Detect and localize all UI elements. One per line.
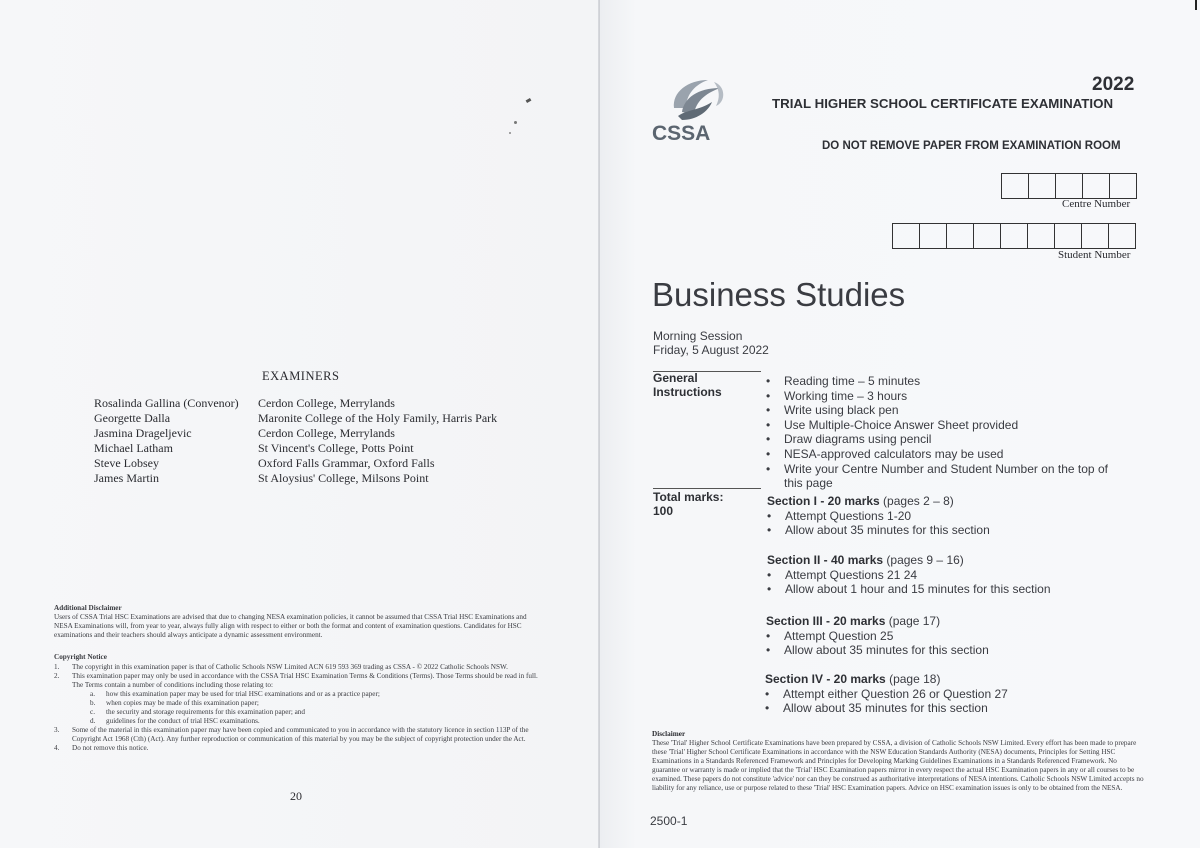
examiner-name: Rosalinda Gallina (Convenor)	[94, 396, 239, 410]
examiner-school: Maronite College of the Holy Family, Harris Park	[258, 411, 498, 425]
item-text: Use Multiple-Choice Answer Sheet provided	[784, 417, 1019, 432]
session-name: Morning Session	[653, 329, 743, 343]
examiner-school: Cerdon College, Merrylands	[258, 396, 395, 410]
list-item: • Draw diagrams using pencil	[766, 432, 932, 447]
section-block	[766, 614, 989, 658]
examiner-name: Georgette Dalla	[94, 411, 171, 425]
item-text: NESA-approved calculators may be used	[784, 446, 1004, 461]
general-instructions-label	[653, 372, 722, 399]
ink-mark	[509, 132, 511, 134]
digit-box[interactable]	[1029, 174, 1056, 198]
examiner-school: Oxford Falls Grammar, Oxford Falls	[258, 456, 435, 470]
item-text: Allow about 1 hour and 15 minutes for this section	[785, 582, 1051, 597]
do-not-remove-notice: DO NOT REMOVE PAPER FROM EXAMINATION ROOM	[822, 140, 1121, 152]
item-text: Reading time – 5 minutes	[784, 374, 921, 388]
item-number: 1.	[54, 663, 60, 671]
list-item: • Write your Centre Number and Student Number on the top of this page	[766, 462, 1126, 491]
item-number: 4.	[54, 744, 60, 752]
item-text: Write your Centre Number and Student Number on the top of this page	[784, 461, 1108, 491]
digit-box[interactable]	[1083, 174, 1110, 198]
digit-box[interactable]	[1055, 224, 1082, 248]
subitem-letter: d.	[90, 717, 96, 725]
section-pages: (page 17)	[885, 614, 941, 628]
additional-disclaimer-title: Additional Disclaimer	[54, 604, 122, 612]
examiner-school: Cerdon College, Merrylands	[258, 426, 395, 440]
examiner-name: Michael Latham	[94, 441, 173, 455]
list-item: • Attempt Question 25	[766, 628, 894, 643]
label-line: General	[653, 371, 698, 385]
item-text: Some of the material in this examination paper may have been copied and communicated to you in accordance with the statutory licence in section 113P of the Copyright Act 1968 (Cth) (Act). Any further reproduction or communication of this material by you may be the subject of copyright protection under the Act.	[72, 726, 529, 743]
paper-code: 2500-1	[650, 814, 688, 828]
subitem-text: guidelines for the conduct of trial HSC examinations.	[106, 717, 260, 725]
centre-number-field[interactable]	[1001, 173, 1137, 199]
list-item: • Allow about 35 minutes for this section	[765, 701, 988, 716]
subitem-letter: c.	[90, 708, 95, 716]
examiner-name: Steve Lobsey	[94, 456, 159, 470]
section-heading	[767, 494, 990, 509]
item-text: Write using black pen	[784, 403, 899, 418]
item-number: 2.	[54, 672, 60, 680]
item-text: Working time – 3 hours	[784, 388, 908, 403]
examiner-names	[94, 396, 239, 486]
logo-text: CSSA	[652, 122, 711, 144]
digit-box[interactable]	[1109, 224, 1135, 248]
list-item: • Working time – 3 hours	[766, 388, 908, 403]
total-marks-label: Total marks:	[653, 490, 724, 504]
ink-mark	[526, 98, 532, 103]
section-heading	[766, 614, 989, 629]
item-text: Draw diagrams using pencil	[784, 432, 932, 447]
subitem-letter: b.	[90, 699, 96, 707]
divider	[653, 488, 761, 489]
list-item: • NESA-approved calculators may be used	[766, 446, 1004, 461]
section-title: Section II - 40 marks	[767, 553, 884, 567]
list-item: • Attempt Questions 1-20	[767, 508, 912, 523]
list-item: • Allow about 1 hour and 15 minutes for this section	[767, 582, 1051, 597]
list-item: • Allow about 35 minutes for this section	[766, 643, 989, 658]
digit-box[interactable]	[947, 224, 974, 248]
general-instructions-list	[766, 374, 1126, 491]
label-line: Instructions	[653, 384, 722, 399]
copyright-subitem	[54, 717, 544, 726]
list-item: • Attempt Questions 21 24	[767, 567, 918, 582]
section-block	[767, 494, 990, 538]
section-title: Section I - 20 marks	[767, 494, 880, 508]
digit-box[interactable]	[1110, 174, 1136, 198]
session-info	[653, 329, 769, 357]
total-marks-value: 100	[653, 504, 674, 518]
additional-disclaimer-text: Users of CSSA Trial HSC Examinations are advised that due to changing NESA examination policies, it cannot be assumed that CSSA Trial HSC Examinations and NESA Examinations will, from year to year, always fully align with respect to either or both the format and content of examination questions. Candidates for HSC examinations and their teachers should always anticipate a dynamic assessment environment.	[54, 613, 527, 639]
copyright-subitem	[54, 708, 544, 717]
disclaimer-text: These 'Trial' Higher School Certificate Examinations have been prepared by CSSA, a division of Catholic Schools NSW Limited. Every effort has been made to prepare these 'Trial' Higher School Certificate Examinations in accordance with the NSW Education Standards Authority (NESA) documents, Principles for Setting HSC Examinations in a Standards Referenced Framework and Principles for Developing Marking Guidelines Examinations in a Standards Referenced Framework. No guarantee or warranty is made or implied that the 'Trial' HSC Examination papers mirror in every respect the actual HSC Examination papers in any or all courses to be examined. These papers do not constitute 'advice' nor can they be construed as authoritative interpretations of NESA intentions. Catholic Schools NSW Limited accepts no liability for any reliance, use or purpose related to these 'Trial' HSC Examination papers. Advice on HSC examination issues is only to be obtained from the NESA.	[652, 739, 1144, 792]
copyright-subitem	[54, 699, 544, 708]
section-pages: (pages 2 – 8)	[879, 494, 954, 508]
centre-number-label: Centre Number	[1062, 198, 1131, 210]
section-heading	[765, 672, 1008, 687]
list-item: • Use Multiple-Choice Answer Sheet provided	[766, 417, 1019, 432]
list-item: • Allow about 35 minutes for this section	[767, 523, 990, 538]
section-heading	[767, 553, 1051, 568]
copyright-item	[54, 744, 544, 753]
edge-mark	[1195, 0, 1197, 10]
exam-title: TRIAL HIGHER SCHOOL CERTIFICATE EXAMINATION	[772, 96, 1114, 111]
exam-date: Friday, 5 August 2022	[653, 343, 769, 357]
digit-box[interactable]	[1028, 224, 1055, 248]
digit-box[interactable]	[1001, 224, 1028, 248]
copyright-notice-list	[54, 663, 544, 753]
item-text: Attempt either Question 26 or Question 27	[783, 686, 1008, 701]
item-text: This examination paper may only be used in accordance with the CSSA Trial HSC Examination Terms & Conditions (Terms). Those Terms should be read in full. The Terms contain a number of conditions including those relating to:	[72, 672, 538, 689]
section-block	[765, 672, 1008, 716]
examiner-school: St Vincent's College, Potts Point	[258, 441, 414, 455]
item-text: Allow about 35 minutes for this section	[785, 523, 990, 538]
subitem-letter: a.	[90, 690, 95, 698]
item-text: Allow about 35 minutes for this section	[783, 701, 988, 716]
cssa-logo-icon	[652, 72, 732, 144]
digit-box[interactable]	[920, 224, 947, 248]
section-block	[767, 553, 1051, 597]
item-text: The copyright in this examination paper is that of Catholic Schools NSW Limited ACN 619 593 369 trading as CSSA - © 2022 Catholic Schools NSW.	[72, 663, 508, 671]
copyright-item	[54, 726, 544, 744]
copyright-subitem	[54, 690, 544, 699]
list-item: • Write using black pen	[766, 403, 899, 418]
ink-mark	[514, 121, 517, 124]
page-number: 20	[290, 789, 302, 803]
total-marks	[653, 490, 723, 518]
examiner-schools	[258, 396, 497, 486]
exam-year: 2022	[1092, 74, 1135, 95]
section-pages: (page 18)	[885, 672, 941, 686]
section-title: Section III - 20 marks	[766, 614, 886, 628]
item-number: 3.	[54, 726, 60, 734]
item-text: Attempt Questions 1-20	[785, 508, 912, 523]
copyright-item	[54, 672, 544, 690]
section-pages: (pages 9 – 16)	[883, 553, 964, 567]
digit-box[interactable]	[1082, 224, 1109, 248]
subitem-text: the security and storage requirements for this examination paper; and	[106, 708, 305, 716]
examiner-name: James Martin	[94, 471, 159, 485]
disclaimer-title: Disclaimer	[652, 730, 686, 738]
digit-box[interactable]	[1002, 174, 1029, 198]
list-item: • Reading time – 5 minutes	[766, 374, 921, 388]
examiner-name: Jasmina Drageljevic	[94, 426, 192, 440]
digit-box[interactable]	[974, 224, 1001, 248]
digit-box[interactable]	[893, 224, 920, 248]
copyright-notice-title: Copyright Notice	[54, 653, 107, 661]
student-number-field[interactable]	[892, 223, 1136, 249]
item-text: Attempt Question 25	[784, 628, 894, 643]
examiners-heading: EXAMINERS	[262, 369, 340, 383]
subject-title: Business Studies	[652, 276, 906, 313]
item-text: Do not remove this notice.	[72, 744, 149, 752]
examiner-school: St Aloysius' College, Milsons Point	[258, 471, 429, 485]
list-item: • Attempt either Question 26 or Question 27	[765, 686, 1008, 701]
subitem-text: when copies may be made of this examination paper;	[106, 699, 259, 707]
item-text: Allow about 35 minutes for this section	[784, 643, 989, 658]
cssa-logo	[652, 72, 732, 144]
digit-box[interactable]	[1056, 174, 1083, 198]
subitem-text: how this examination paper may be used for trial HSC examinations and or as a practice paper;	[106, 690, 380, 698]
item-text: Attempt Questions 21 24	[785, 567, 918, 582]
student-number-label: Student Number	[1058, 249, 1131, 261]
section-title: Section IV - 20 marks	[765, 672, 886, 686]
copyright-item	[54, 663, 544, 672]
